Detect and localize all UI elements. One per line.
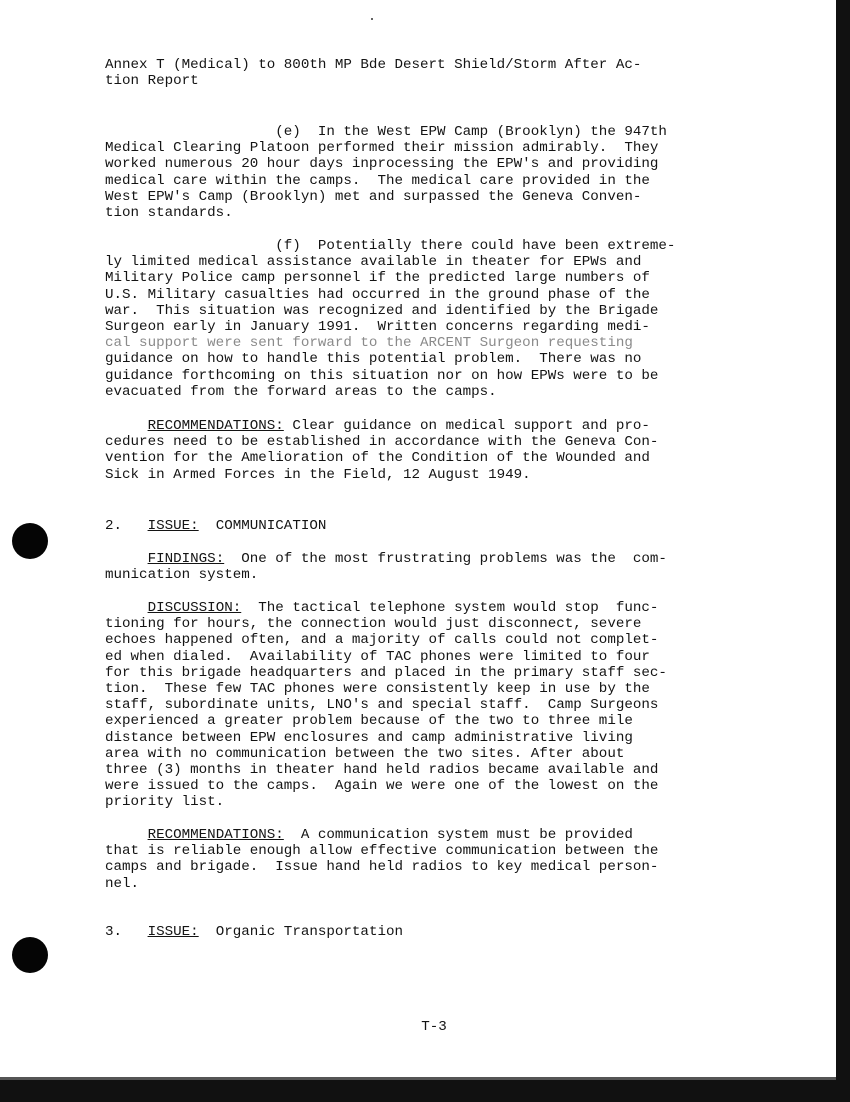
scan-edge-bottom [0, 1080, 850, 1102]
scan-edge-right [836, 0, 850, 1102]
discussion-line: ed when dialed. Availability of TAC phones were limited to four [105, 648, 650, 665]
paragraph-f-line: ly limited medical assistance available in theater for EPWs and [105, 254, 642, 271]
paragraph-e [105, 124, 765, 221]
discussion-label: DISCUSSION: [147, 600, 242, 616]
recommendations-label: RECOMMENDATIONS: [147, 418, 284, 434]
discussion-line: for this brigade headquarters and placed in the primary staff sec- [105, 664, 667, 681]
page-number: T-3 [421, 1019, 447, 1035]
paragraph-f-line: guidance forthcoming on this situation nor on how EPWs were to be [105, 367, 659, 384]
issue-title: Organic Transportation [198, 924, 404, 940]
paragraph-f-line: guidance on how to handle this potential problem. There was no [105, 351, 642, 368]
issue-title: COMMUNICATION [198, 518, 327, 534]
recommendations-line: Sick in Armed Forces in the Field, 12 August 1949. [105, 466, 531, 483]
discussion-line: were issued to the camps. Again we were one of the lowest on the [105, 778, 659, 795]
findings-line: munication system. [105, 567, 259, 584]
paragraph-e-line: West EPW's Camp (Brooklyn) met and surpassed the Geneva Conven- [105, 188, 642, 205]
recommendations-line: cedures need to be established in accordance with the Geneva Con- [105, 434, 659, 451]
issue-number: 2. [105, 518, 148, 534]
discussion-line: three (3) months in theater hand held radios became available and [105, 762, 659, 779]
paragraph-e-line: Medical Clearing Platoon performed their mission admirably. They [105, 140, 659, 157]
paragraph-e-line: (e) In the West EPW Camp (Brooklyn) the 947th [105, 124, 667, 140]
document-header [105, 57, 765, 89]
issue-3-heading [105, 924, 765, 940]
scan-speck [371, 18, 373, 20]
discussion-line: staff, subordinate units, LNO's and special staff. Camp Surgeons [105, 697, 659, 714]
discussion-line: echoes happened often, and a majority of calls could not complet- [105, 632, 659, 649]
recommendations-line: vention for the Amelioration of the Condition of the Wounded and [105, 450, 650, 467]
punch-hole-icon [12, 937, 48, 973]
paragraph-f-line: war. This situation was recognized and identified by the Brigade [105, 302, 659, 319]
paragraph-f-line: Military Police camp personnel if the predicted large numbers of [105, 270, 650, 287]
discussion-line: tion. These few TAC phones were consistently keep in use by the [105, 681, 650, 698]
recommendations-line: that is reliable enough allow effective communication between the [105, 843, 659, 860]
discussion-line: experienced a greater problem because of the two to three mile [105, 713, 633, 730]
recommendations-label: RECOMMENDATIONS: [147, 827, 284, 843]
paragraph-f-line: (f) Potentially there could have been extreme- [105, 238, 676, 254]
paragraph-e-line: worked numerous 20 hour days inprocessing the EPW's and providing [105, 156, 659, 173]
issue-label: ISSUE: [147, 518, 199, 534]
discussion-line: tioning for hours, the connection would just disconnect, severe [105, 616, 642, 633]
issue-2-heading [105, 518, 765, 534]
issue-number: 3. [105, 924, 148, 940]
findings-text: One of the most frustrating problems was the com- [224, 551, 667, 567]
header-line-1: Annex T (Medical) to 800th MP Bde Desert Shield/Storm After Ac- [105, 57, 642, 73]
paragraph-f-line: evacuated from the forward areas to the camps. [105, 383, 497, 400]
recommendations-text: Clear guidance on medical support and pro- [283, 418, 650, 434]
punch-hole-icon [12, 523, 48, 559]
paragraph-f-line-faded: cal support were sent forward to the ARCENT Surgeon requesting [105, 335, 633, 352]
paragraph-f [105, 238, 765, 400]
discussion-line: priority list. [105, 794, 225, 811]
paragraph-e-line: tion standards. [105, 205, 233, 222]
issue-label: ISSUE: [147, 924, 199, 940]
paragraph-f-line: U.S. Military casualties had occurred in the ground phase of the [105, 286, 650, 303]
discussion-line: area with no communication between the two sites. After about [105, 745, 625, 762]
findings-paragraph [105, 551, 765, 583]
paragraph-f-line: Surgeon early in January 1991. Written concerns regarding medi- [105, 319, 650, 336]
discussion-text: The tactical telephone system would stop func- [241, 600, 659, 616]
header-line-2: tion Report [105, 73, 199, 90]
findings-label: FINDINGS: [147, 551, 225, 567]
paragraph-e-line: medical care within the camps. The medical care provided in the [105, 172, 650, 189]
recommendations-text: A communication system must be provided [283, 827, 633, 843]
discussion-line: distance between EPW enclosures and camp administrative living [105, 729, 633, 746]
recommendations-line: camps and brigade. Issue hand held radios to key medical person- [105, 859, 659, 876]
discussion-paragraph [105, 600, 765, 811]
recommendations-communication [105, 827, 765, 892]
recommendations-medical [105, 418, 765, 483]
recommendations-line: nel. [105, 875, 140, 892]
